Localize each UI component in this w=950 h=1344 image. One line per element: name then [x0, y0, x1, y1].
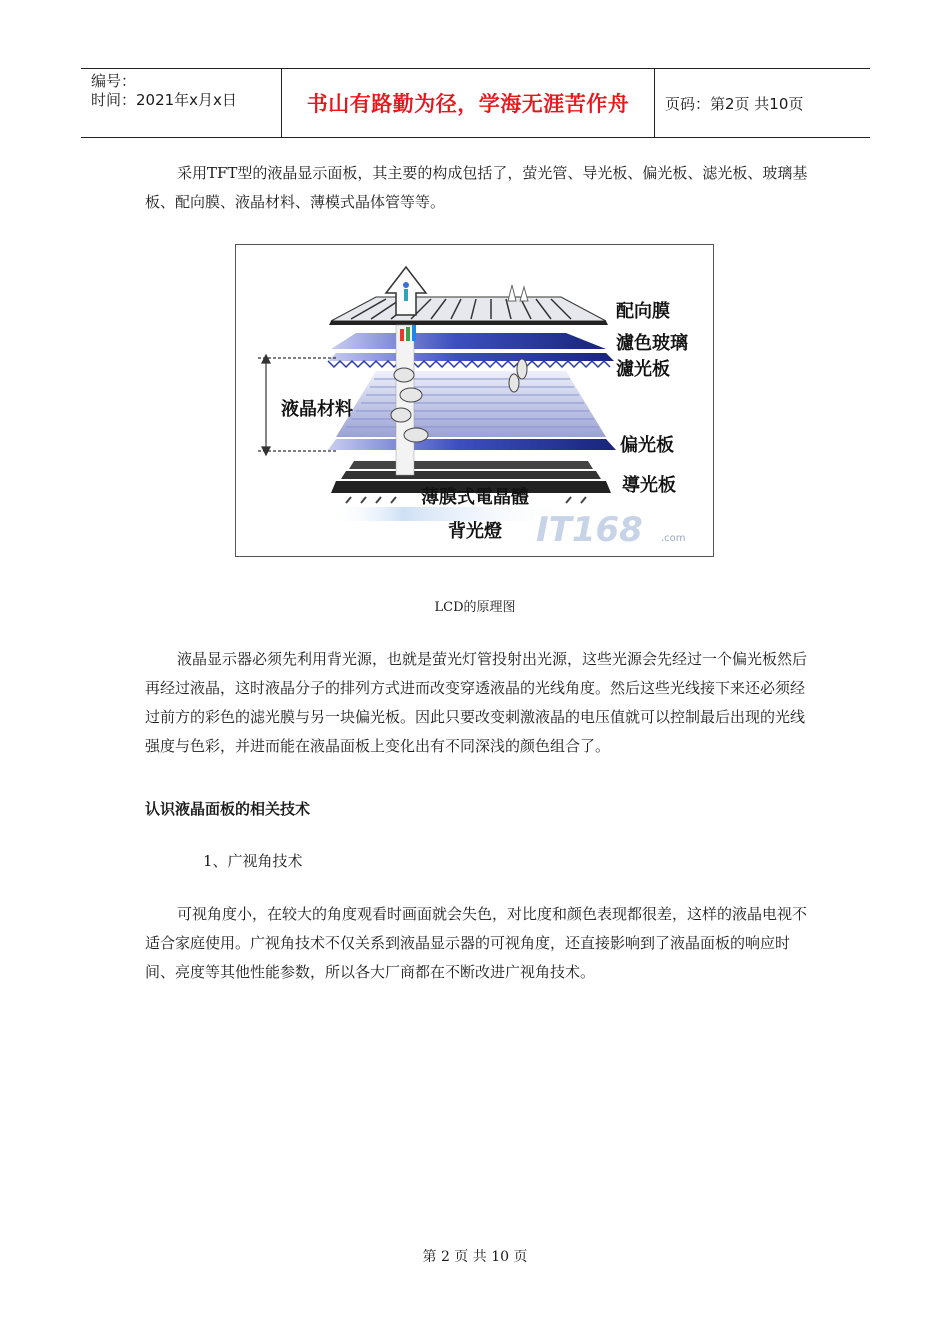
- header-page-label: 页码：第2页 共10页: [665, 94, 804, 113]
- subsection-title: 1、广视角技术: [203, 852, 303, 870]
- header-motto: 书山有路勤为径，学海无涯苦作舟: [282, 69, 655, 137]
- filter-plate: [328, 353, 614, 367]
- liquid-crystal-layer: [336, 371, 606, 437]
- alignment-film: [329, 297, 608, 325]
- label-light-guide: 導光板: [622, 475, 676, 496]
- header-meta: [81, 69, 282, 137]
- backlight-beam: [331, 507, 571, 521]
- label-filter-plate: 濾光板: [616, 359, 670, 380]
- figure-caption: LCD的原理图: [434, 600, 516, 615]
- time-label: 时间：2021年x月x日: [91, 91, 237, 109]
- number-label: 编号：: [91, 72, 137, 90]
- wide-view-paragraph: 可视角度小，在较大的角度观看时画面就会失色，对比度和颜色表现都很差，这样的液晶电视不适合家庭使用。广视角技术不仅关系到液晶显示器的可视角度，还直接影响到了液晶面板的响应时间、亮度等其他性能参数，所以各大厂商都在不断改进广视角技术。: [145, 905, 808, 981]
- label-alignment-film: 配向膜: [616, 301, 670, 322]
- intro-paragraph: 采用TFT型的液晶显示面板，其主要的构成包括了，萤光管、导光板、偏光板、滤光板、玻璃基板、配向膜、液晶材料、薄模式晶体管等等。: [145, 164, 808, 211]
- principle-paragraph: 液晶显示器必须先利用背光源，也就是萤光灯管投射出光源，这些光源会先经过一个偏光板然后再经过液晶，这时液晶分子的排列方式进而改变穿透液晶的光线角度。然后这些光线接下来还必须经过前方的彩色的滤光膜与另一块偏光板。因此只要改变刺激液晶的电压值就可以控制最后出现的光线强度与色彩，并进而能在液晶面板上变化出有不同深浅的颜色组合了。: [145, 650, 808, 755]
- label-tft: 薄膜式電晶體: [421, 487, 529, 508]
- lcd-diagram: [235, 244, 714, 557]
- page-footer: 第 2 页 共 10 页: [422, 1249, 528, 1265]
- label-backlight: 背光燈: [448, 521, 502, 542]
- section-title: 认识液晶面板的相关技术: [145, 800, 311, 818]
- polarizer-plate: [328, 439, 616, 450]
- watermark-text: IT168: [536, 510, 643, 550]
- color-glass-plate: [331, 333, 606, 349]
- lcd-diagram-svg: [236, 245, 713, 556]
- label-color-glass: 濾色玻璃: [616, 333, 688, 354]
- page-header: [81, 68, 870, 138]
- watermark-suffix: .com: [661, 533, 686, 544]
- label-liquid-crystal: 液晶材料: [281, 399, 353, 420]
- label-polarizer: 偏光板: [620, 435, 674, 456]
